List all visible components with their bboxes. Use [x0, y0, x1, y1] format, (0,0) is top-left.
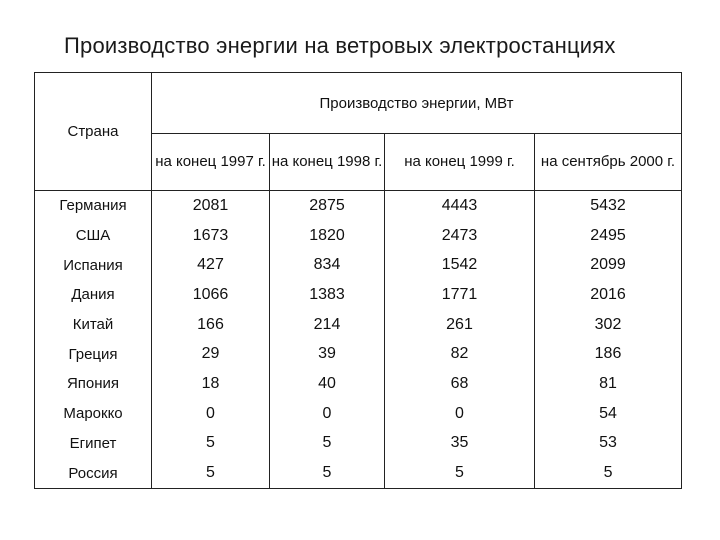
country-cell: Дания: [35, 280, 152, 310]
value-cell: 5: [385, 458, 535, 488]
value-cell: 68: [385, 369, 535, 399]
country-cell: Греция: [35, 339, 152, 369]
value-cell: 2473: [385, 221, 535, 251]
table-row: [35, 369, 682, 399]
value-cell: 186: [535, 339, 682, 369]
value-cell: 2875: [270, 191, 385, 221]
year-header-2000: на сентябрь 2000 г.: [535, 134, 682, 191]
value-cell: 166: [152, 310, 270, 340]
value-cell: 2016: [535, 280, 682, 310]
value-cell: 82: [385, 339, 535, 369]
value-cell: 1771: [385, 280, 535, 310]
value-cell: 5: [270, 458, 385, 488]
value-cell: 53: [535, 429, 682, 459]
table-row: [35, 399, 682, 429]
country-cell: Египет: [35, 429, 152, 459]
value-cell: 1066: [152, 280, 270, 310]
value-cell: 5: [152, 458, 270, 488]
wind-energy-table: [34, 72, 682, 489]
value-cell: 302: [535, 310, 682, 340]
value-cell: 1383: [270, 280, 385, 310]
value-cell: 18: [152, 369, 270, 399]
year-header-1997: на конец 1997 г.: [152, 134, 270, 191]
table-row: [35, 280, 682, 310]
value-cell: 5432: [535, 191, 682, 221]
value-cell: 1542: [385, 250, 535, 280]
value-cell: 261: [385, 310, 535, 340]
value-cell: 5: [535, 458, 682, 488]
production-group-header: Производство энергии, МВт: [152, 73, 682, 134]
country-cell: Япония: [35, 369, 152, 399]
value-cell: 834: [270, 250, 385, 280]
table-row: [35, 250, 682, 280]
country-cell: Россия: [35, 458, 152, 488]
year-header-1998: на конец 1998 г.: [270, 134, 385, 191]
country-cell: Германия: [35, 191, 152, 221]
table-row: [35, 310, 682, 340]
value-cell: 1673: [152, 221, 270, 251]
country-column-header: Страна: [35, 73, 152, 191]
value-cell: 214: [270, 310, 385, 340]
value-cell: 5: [270, 429, 385, 459]
value-cell: 39: [270, 339, 385, 369]
value-cell: 2495: [535, 221, 682, 251]
year-header-1999: на конец 1999 г.: [385, 134, 535, 191]
table-row: [35, 458, 682, 488]
table-row: [35, 191, 682, 221]
value-cell: 29: [152, 339, 270, 369]
table-row: [35, 429, 682, 459]
value-cell: 4443: [385, 191, 535, 221]
table-row: [35, 221, 682, 251]
value-cell: 54: [535, 399, 682, 429]
value-cell: 427: [152, 250, 270, 280]
country-cell: Китай: [35, 310, 152, 340]
value-cell: 35: [385, 429, 535, 459]
table-header-row: [35, 73, 682, 134]
value-cell: 0: [385, 399, 535, 429]
page-title: Производство энергии на ветровых электростанциях: [64, 33, 616, 58]
value-cell: 2099: [535, 250, 682, 280]
value-cell: 2081: [152, 191, 270, 221]
country-cell: США: [35, 221, 152, 251]
value-cell: 1820: [270, 221, 385, 251]
value-cell: 0: [270, 399, 385, 429]
table-row: [35, 339, 682, 369]
value-cell: 0: [152, 399, 270, 429]
country-cell: Испания: [35, 250, 152, 280]
value-cell: 81: [535, 369, 682, 399]
country-cell: Марокко: [35, 399, 152, 429]
value-cell: 40: [270, 369, 385, 399]
value-cell: 5: [152, 429, 270, 459]
